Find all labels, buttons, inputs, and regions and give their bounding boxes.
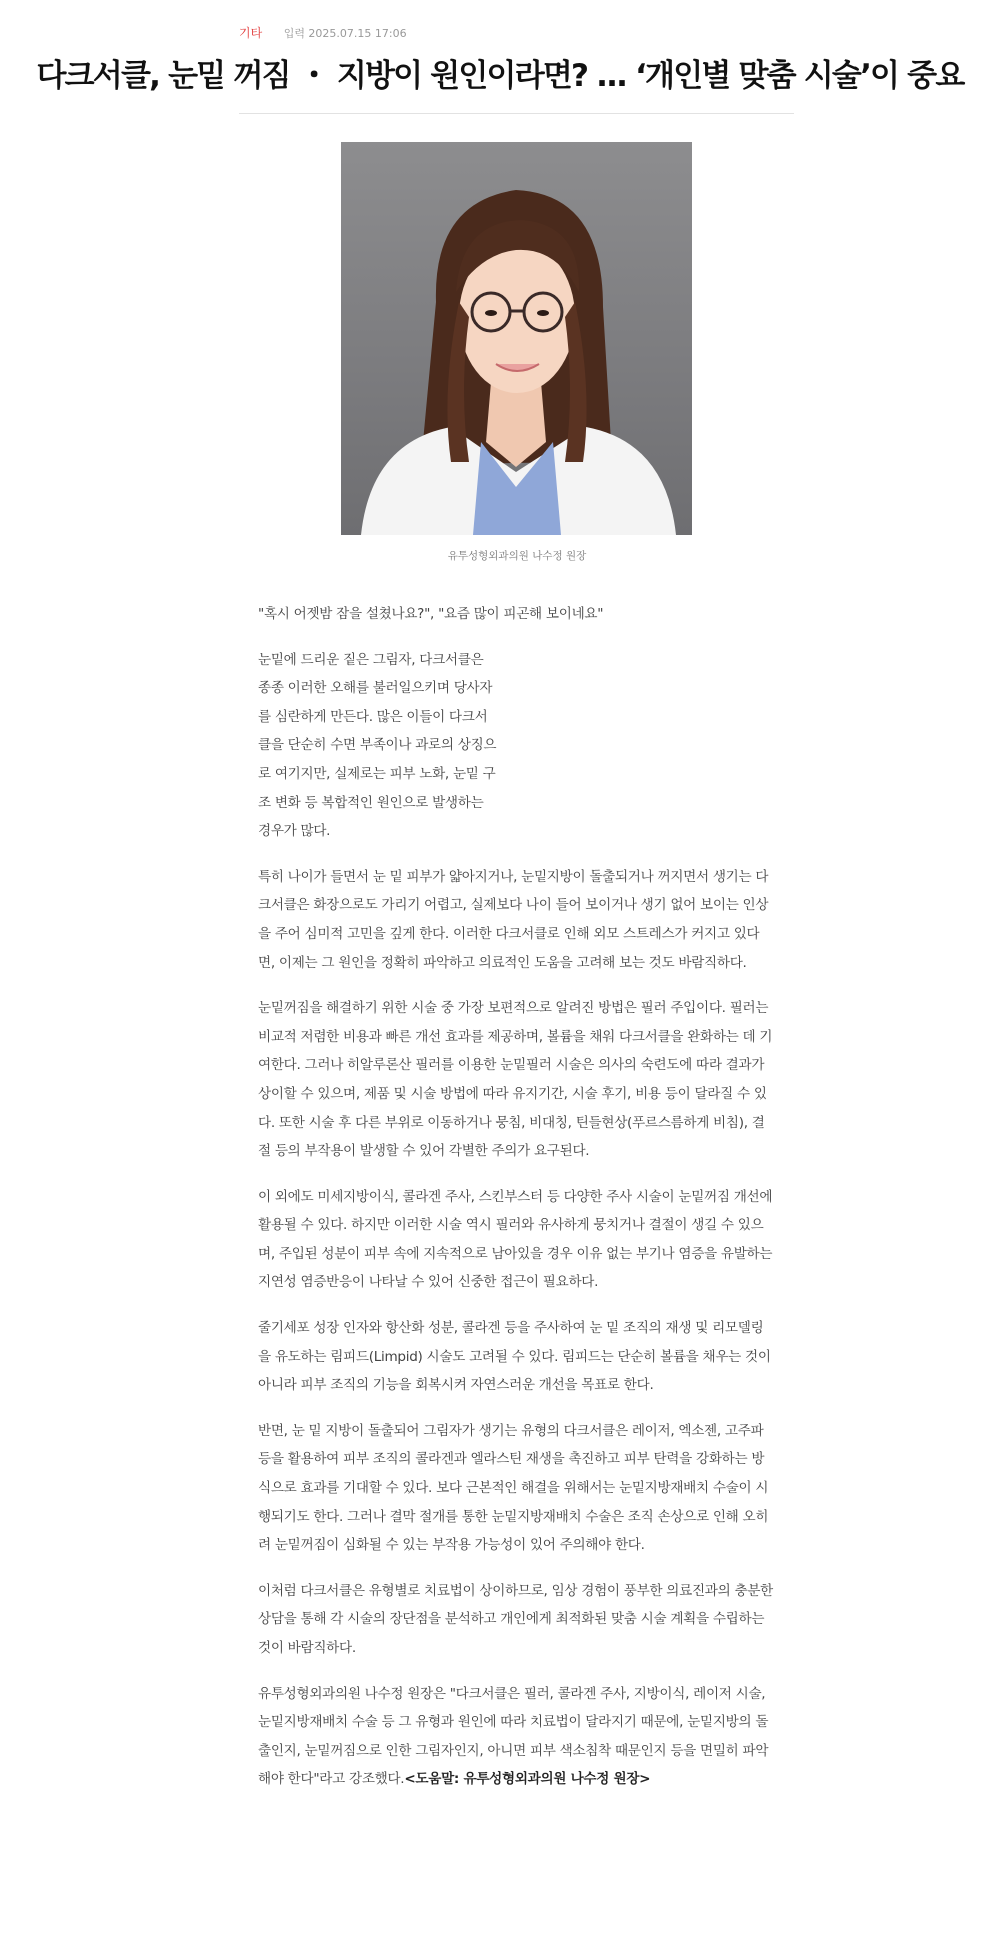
paragraph: "혹시 어젯밤 잠을 설쳤나요?", "요즘 많이 피곤해 보이네요"	[258, 606, 604, 622]
paragraph: 이 외에도 미세지방이식, 콜라겐 주사, 스킨부스터 등 다양한 주사 시술이 눈밑꺼짐 개선에 활용될 수 있다. 하지만 이러한 시술 역시 필러와 유사하게 뭉치거나 결절이 생길 수 있으며, 주입된 성분이 피부 속에 지속적으로 남아있을 경우 이유 없는 부기나 염증을 유발하는 지연성 염증반응이 나타날 수 있어 신중한 접근이 필요하다.	[258, 1188, 773, 1291]
paragraph: 특히 나이가 들면서 눈 밑 피부가 얇아지거나, 눈밑지방이 돌출되거나 꺼지면서 생기는 다크서클은 화장으로도 가리기 어렵고, 실제보다 나이 들어 보이거나 생기 없어 보이는 인상을 주어 심미적 고민을 깊게 한다. 이러한 다크서클로 인해 외모 스트레스가 커지고 있다면, 이제는 그 원인을 정확히 파악하고 의료적인 도움을 고려해 보는 것도 바람직하다.	[258, 868, 769, 971]
paragraph: 눈밑꺼짐을 해결하기 위한 시술 중 가장 보편적으로 알려진 방법은 필러 주입이다. 필러는 비교적 저렴한 비용과 빠른 개선 효과를 제공하며, 볼륨을 채워 다크서클을 완화하는 데 기여한다. 그러나 히알루론산 필러를 이용한 눈밑필러 시술은 의사의 숙련도에 따라 결과가 상이할 수 있으며, 제품 및 시술 방법에 따라 유지기간, 시술 후기, 비용 등이 달라질 수 있다. 또한 시술 후 다른 부위로 이동하거나 뭉침, 비대칭, 틴들현상(푸르스름하게 비침), 결절 등의 부작용이 발생할 수 있어 각별한 주의가 요구된다.	[258, 1000, 773, 1160]
portrait-illustration	[341, 142, 692, 535]
article-body	[258, 600, 776, 1811]
doctor-photo	[341, 142, 692, 535]
published-time: 입력 2025.07.15 17:06	[283, 27, 407, 40]
credit-line: <도움말: 유투성형외과의원 나수정 원장>	[404, 1771, 651, 1788]
photo-caption: 유투성형외과의원 나수정 원장	[447, 550, 587, 562]
paragraph: 이처럼 다크서클은 유형별로 치료법이 상이하므로, 임상 경험이 풍부한 의료진과의 충분한 상담을 통해 각 시술의 장단점을 분석하고 개인에게 최적화된 맞춤 시술 계획을 수립하는 것이 바람직하다.	[258, 1582, 773, 1656]
article-meta	[239, 24, 407, 41]
article-headline: 다크서클, 눈밑 꺼짐 ・ 지방이 원인이라면? ... ‘개인별 맞춤 시술’이 중요	[36, 58, 964, 94]
paragraph-quote	[258, 1680, 776, 1794]
paragraph: 눈밑에 드리운 짙은 그림자, 다크서클은 종종 이러한 오해를 불러일으키며 당사자를 심란하게 만든다. 많은 이들이 다크서클을 단순히 수면 부족이나 과로의 상징으로 여기지만, 실제로는 피부 노화, 눈밑 구조 변화 등 복합적인 원인으로 발생하는 경우가 많다.	[258, 651, 497, 840]
paragraph: 줄기세포 성장 인자와 항산화 성분, 콜라겐 등을 주사하여 눈 밑 조직의 재생 및 리모델링을 유도하는 림피드(Limpid) 시술도 고려될 수 있다. 림피드는 단순히 볼륨을 채우는 것이 아니라 피부 조직의 기능을 회복시켜 자연스러운 개선을 목표로 한다.	[258, 1320, 771, 1394]
quote-text: 유투성형외과의원 나수정 원장은 "다크서클은 필러, 콜라겐 주사, 지방이식, 레이저 시술, 눈밑지방재배치 수술 등 그 유형과 원인에 따라 치료법이 달라지기 때문에, 눈밑지방의 돌출인지, 눈밑꺼짐으로 인한 그림자인지, 아니면 피부 색소침착 때문인지 등을 면밀히 파악해야 한다"라고 강조했다.	[258, 1685, 769, 1788]
paragraph: 반면, 눈 밑 지방이 돌출되어 그림자가 생기는 유형의 다크서클은 레이저, 엑소젠, 고주파 등을 활용하여 피부 조직의 콜라겐과 엘라스틴 재생을 촉진하고 피부 탄력을 강화하는 방식으로 효과를 기대할 수 있다. 보다 근본적인 해결을 위해서는 눈밑지방재배치 수술이 시행되기도 한다. 그러나 결막 절개를 통한 눈밑지방재배치 수술은 조직 손상으로 인해 오히려 눈밑꺼짐이 심화될 수 있는 부작용 가능성이 있어 주의해야 한다.	[258, 1422, 769, 1554]
category-link[interactable]: 기타	[239, 26, 263, 40]
headline-divider	[239, 113, 794, 114]
